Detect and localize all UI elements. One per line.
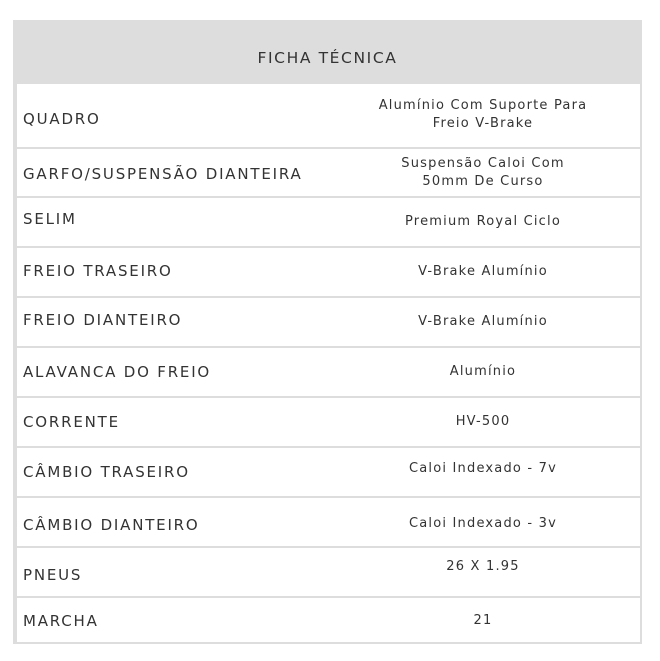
row-value: Premium Royal Ciclo [405, 214, 561, 229]
row-label: FREIO DIANTEIRO [23, 311, 183, 329]
row-label: MARCHA [23, 612, 99, 630]
table-row [17, 598, 640, 642]
spec-table [17, 82, 640, 661]
table-row [17, 398, 640, 446]
row-value: Alumínio [449, 364, 517, 379]
table-row [17, 248, 640, 296]
row-value: Caloi Indexado - 3v [408, 516, 558, 531]
row-value: Caloi Indexado - 7v [408, 461, 558, 476]
row-label: CORRENTE [23, 413, 120, 431]
row-value: Suspensão Caloi Com 50mm De Curso [401, 155, 565, 189]
row-value: V-Brake Alumínio [418, 264, 548, 279]
row-value: HV-500 [455, 414, 511, 429]
sheet-title: FICHA TÉCNICA [257, 49, 398, 67]
table-row [17, 548, 640, 596]
table-row [17, 149, 640, 196]
row-value: V-Brake Alumínio [418, 314, 548, 329]
table-row [17, 198, 640, 246]
row-label: CÂMBIO DIANTEIRO [23, 516, 200, 534]
table-row [17, 298, 640, 346]
row-label: ALAVANCA DO FREIO [23, 363, 212, 381]
row-label: CÂMBIO TRASEIRO [23, 463, 190, 481]
row-label: PNEUS [23, 566, 83, 584]
row-value: 26 X 1.95 [446, 559, 520, 574]
row-value: Alumínio Com Suporte Para Freio V-Brake [378, 97, 588, 131]
table-row [17, 498, 640, 546]
row-label: GARFO/SUSPENSÃO DIANTEIRA [23, 164, 303, 183]
table-row [17, 348, 640, 396]
row-label: FREIO TRASEIRO [23, 262, 173, 280]
table-row [17, 84, 640, 147]
table-row [17, 448, 640, 496]
row-label: SELIM [23, 210, 77, 228]
spec-sheet [13, 20, 642, 644]
row-label: QUADRO [23, 110, 101, 128]
row-value: 21 [473, 613, 493, 628]
